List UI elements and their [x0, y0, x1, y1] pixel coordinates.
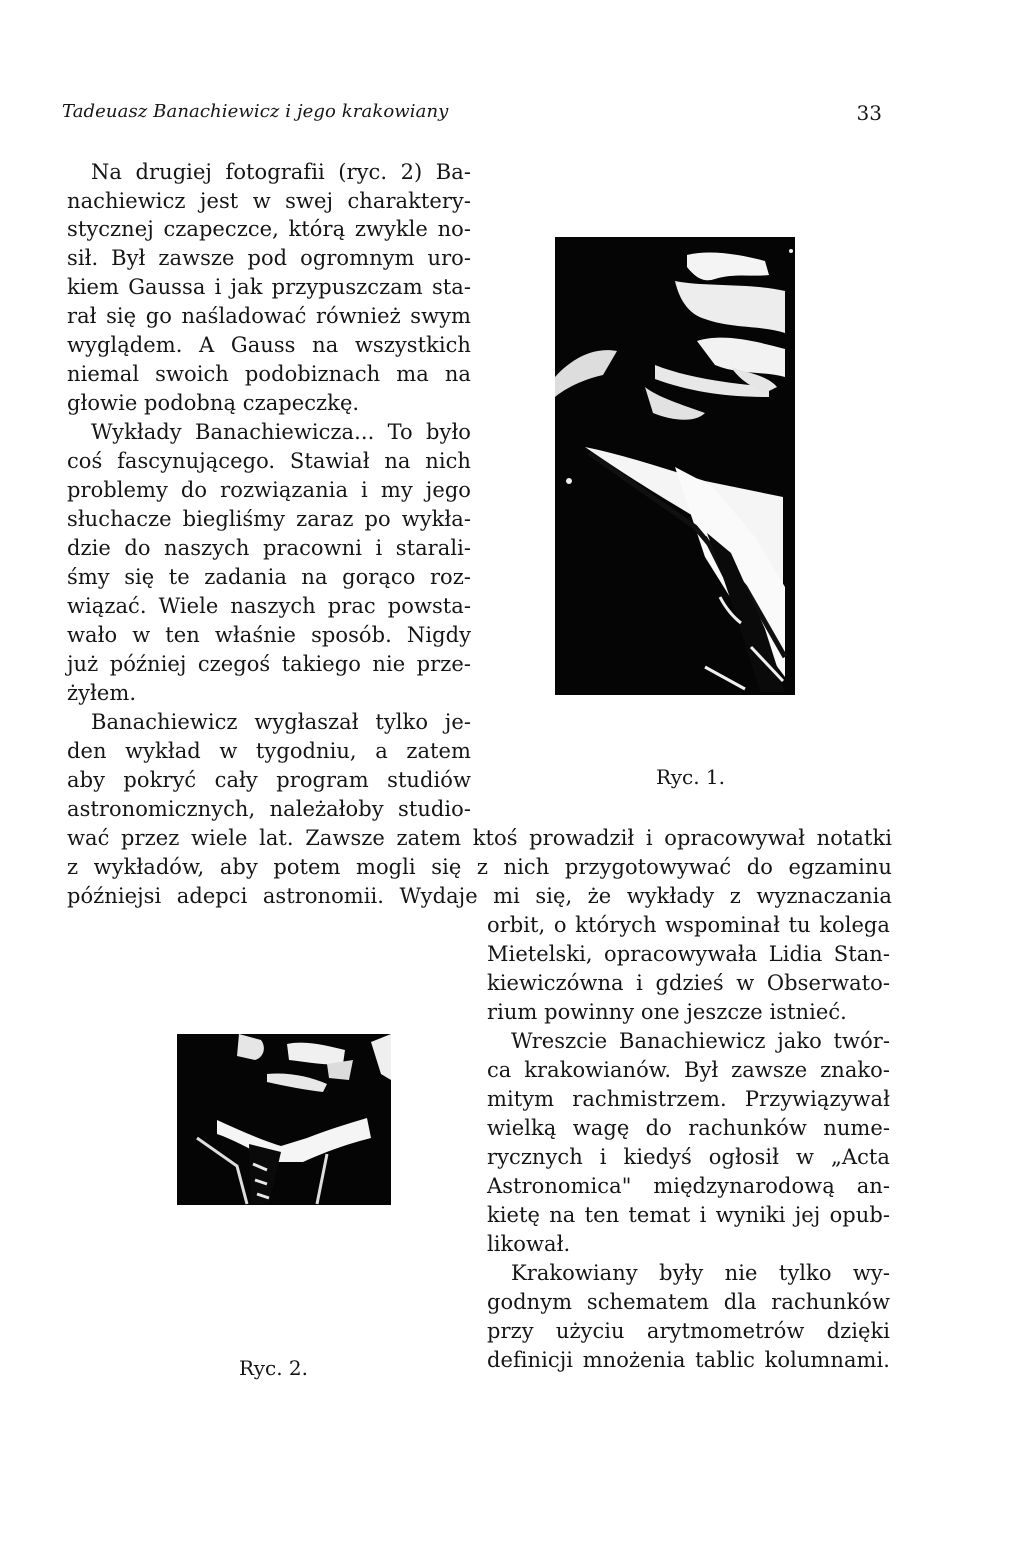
text-line: dzie do naszych pracowni i starali-	[67, 536, 471, 560]
text-line: wało w ten właśnie sposób. Nigdy	[67, 623, 471, 647]
text-line: Krakowiany były nie tylko wy-	[511, 1261, 890, 1285]
text-line: coś fascynującego. Stawiał na nich	[67, 449, 471, 473]
text-line: likował.	[487, 1232, 571, 1256]
text-line: z wykładów, aby potem mogli się z nich przygotowywać do egzaminu	[67, 855, 892, 879]
text-line: sił. Był zawsze pod ogromnym uro-	[67, 246, 471, 270]
portrait-photo-2-image	[177, 1034, 391, 1205]
text-line: stycznej czapeczce, którą zwykle no-	[67, 217, 471, 241]
portrait-photo-2	[177, 1034, 391, 1205]
text-line: wiązać. Wiele naszych prac powsta-	[67, 594, 471, 618]
text-line: rycznych i kiedyś ogłosił w „Acta	[487, 1145, 890, 1169]
text-line: Wreszcie Banachiewicz jako twór-	[511, 1029, 890, 1053]
figure-caption-2: Ryc. 2.	[239, 1356, 309, 1380]
text-line: astronomicznych, należałoby studio-	[67, 797, 471, 821]
text-line: śmy się te zadania na gorąco roz-	[67, 565, 471, 589]
portrait-photo-1-image	[555, 237, 795, 695]
text-line: Wykłady Banachiewicza... To było	[91, 420, 471, 444]
text-line: problemy do rozwiązania i my jego	[67, 478, 471, 502]
running-title: Tadeuasz Banachiewicz i jego krakowiany	[62, 101, 449, 122]
page-number: 33	[856, 101, 882, 125]
text-line: Astronomica" międzynarodową an-	[487, 1174, 890, 1198]
text-line: niemal swoich podobiznach ma na	[67, 362, 471, 386]
text-line: kiewiczówna i gdzieś w Obserwato-	[487, 971, 890, 995]
portrait-photo-1	[555, 237, 795, 695]
text-line: już później czegoś takiego nie prze-	[67, 652, 471, 676]
text-line: Banachiewicz wygłaszał tylko je-	[91, 710, 471, 734]
text-line: głowie podobną czapeczkę.	[67, 391, 360, 415]
text-line: rium powinny one jeszcze istnieć.	[487, 1000, 847, 1024]
text-line: nachiewicz jest w swej charaktery-	[67, 189, 471, 213]
text-line: żyłem.	[67, 681, 137, 705]
text-line: mitym rachmistrzem. Przywiązywał	[487, 1087, 890, 1111]
text-line: orbit, o których wspominał tu kolega	[487, 913, 890, 937]
text-line: ca krakowianów. Był zawsze znako-	[487, 1058, 890, 1082]
text-line: późniejsi adepci astronomii. Wydaje mi się, że wykłady z wyznaczania	[67, 884, 892, 908]
text-line: wielką wagę do rachunków nume-	[487, 1116, 890, 1140]
text-line: słuchacze biegliśmy zaraz po wykła-	[67, 507, 471, 531]
text-line: wyglądem. A Gauss na wszystkich	[67, 333, 471, 357]
figure-caption-1: Ryc. 1.	[656, 765, 726, 789]
text-line: kiem Gaussa i jak przypuszczam sta-	[67, 275, 471, 299]
text-line: kietę na ten temat i wyniki jej opub-	[487, 1203, 890, 1227]
text-line: przy użyciu arytmometrów dzięki	[487, 1319, 890, 1343]
text-line: Na drugiej fotografii (ryc. 2) Ba-	[91, 160, 471, 184]
text-line: aby pokryć cały program studiów	[67, 768, 471, 792]
text-line: rał się go naśladować również swym	[67, 304, 471, 328]
text-line: den wykład w tygodniu, a zatem	[67, 739, 471, 763]
text-line: godnym schematem dla rachunków	[487, 1290, 890, 1314]
text-line: definicji mnożenia tablic kolumnami.	[487, 1348, 890, 1372]
text-line: wać przez wiele lat. Zawsze zatem ktoś prowadził i opracowywał notatki	[67, 826, 892, 850]
text-line: Mietelski, opracowywała Lidia Stan-	[487, 942, 890, 966]
